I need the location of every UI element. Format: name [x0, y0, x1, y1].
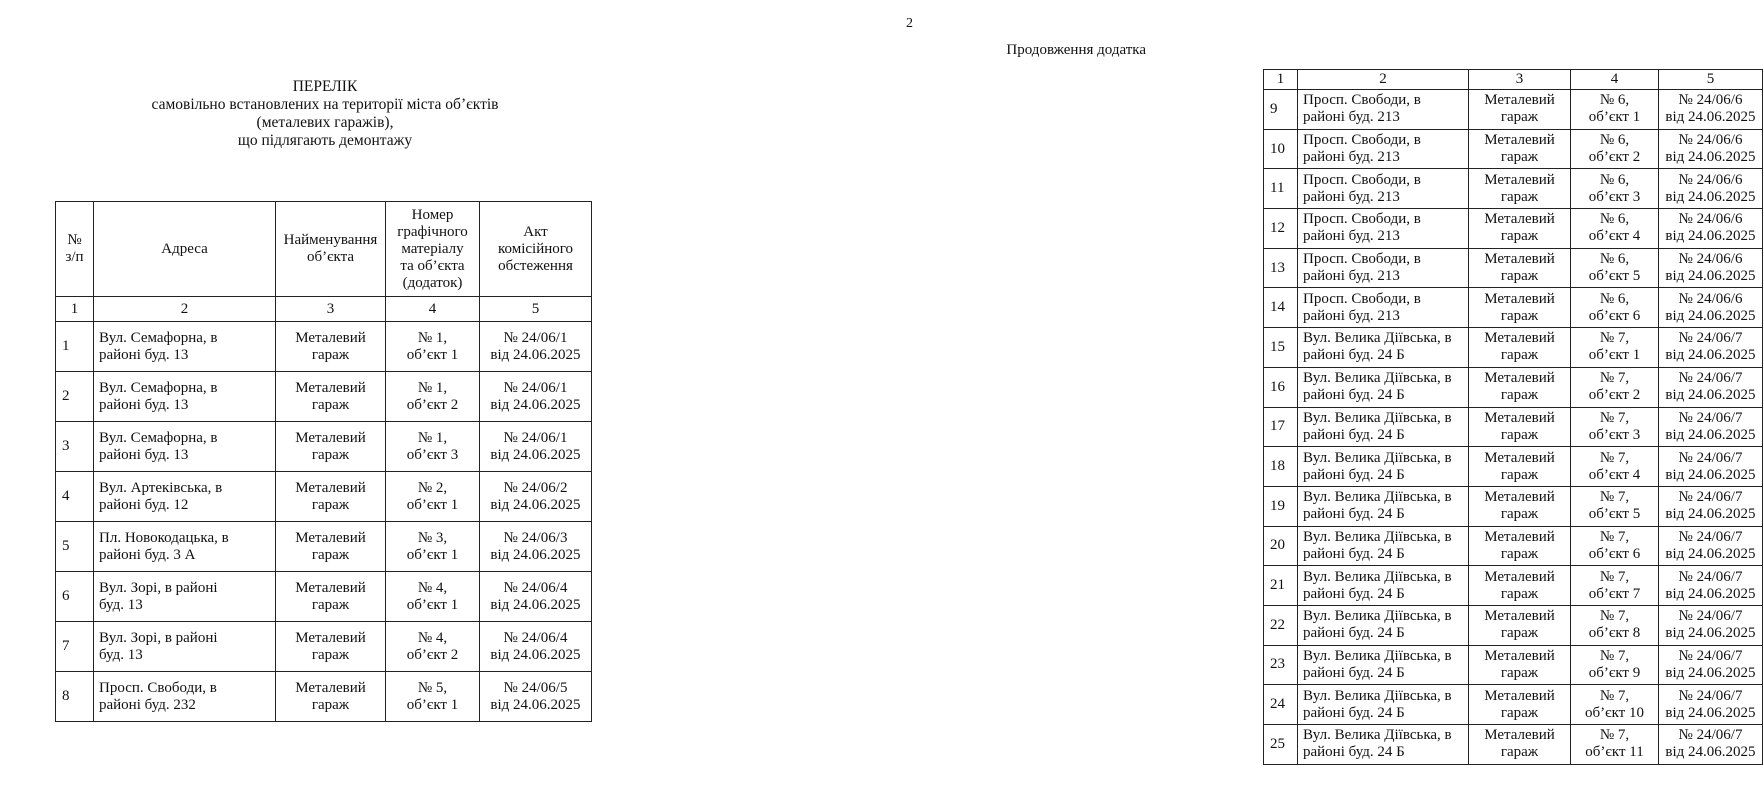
continuation-label: Продовження додатка — [1006, 42, 1146, 58]
row-address: Вул. Велика Діївська, в районі буд. 24 Б — [1298, 685, 1469, 725]
left-page — [0, 0, 600, 800]
row-number: 23 — [1264, 645, 1298, 685]
row-object-name: Металевий гараж — [1469, 169, 1571, 209]
row-address: Пл. Новокодацька, в районі буд. 3 А — [94, 522, 276, 572]
title-line: ПЕРЕЛІК — [292, 78, 358, 95]
garage-list-table — [55, 201, 592, 722]
row-inspection-act: № 24/06/7 від 24.06.2025 — [1659, 566, 1763, 606]
row-address: Вул. Велика Діївська, в районі буд. 24 Б — [1298, 605, 1469, 645]
row-graphic-material: № 6, об’єкт 2 — [1571, 129, 1659, 169]
row-graphic-material: № 6, об’єкт 4 — [1571, 209, 1659, 249]
right-page — [600, 0, 1756, 800]
row-object-name: Металевий гараж — [276, 472, 386, 522]
row-graphic-material: № 7, об’єкт 2 — [1571, 367, 1659, 407]
row-address: Просп. Свободи, в районі буд. 213 — [1298, 288, 1469, 328]
column-number: 4 — [1571, 70, 1659, 90]
row-inspection-act: № 24/06/7 від 24.06.2025 — [1659, 526, 1763, 566]
row-graphic-material: № 7, об’єкт 5 — [1571, 486, 1659, 526]
table-row — [56, 322, 592, 372]
row-address: Вул. Велика Діївська, в районі буд. 24 Б — [1298, 486, 1469, 526]
row-address: Просп. Свободи, в районі буд. 213 — [1298, 129, 1469, 169]
table-row — [56, 572, 592, 622]
row-graphic-material: № 7, об’єкт 1 — [1571, 328, 1659, 368]
table-row — [1264, 288, 1763, 328]
row-inspection-act: № 24/06/7 від 24.06.2025 — [1659, 645, 1763, 685]
row-graphic-material: № 6, об’єкт 5 — [1571, 248, 1659, 288]
row-inspection-act: № 24/06/3 від 24.06.2025 — [480, 522, 592, 572]
row-address: Вул. Велика Діївська, в районі буд. 24 Б — [1298, 566, 1469, 606]
row-graphic-material: № 7, об’єкт 8 — [1571, 605, 1659, 645]
table-row — [1264, 129, 1763, 169]
row-inspection-act: № 24/06/2 від 24.06.2025 — [480, 472, 592, 522]
title-line: що підлягають демонтажу — [237, 132, 413, 149]
row-address: Вул. Велика Діївська, в районі буд. 24 Б — [1298, 645, 1469, 685]
header-number: № з/п — [56, 202, 94, 297]
row-object-name: Металевий гараж — [1469, 367, 1571, 407]
row-graphic-material: № 7, об’єкт 7 — [1571, 566, 1659, 606]
row-number: 17 — [1264, 407, 1298, 447]
row-address: Вул. Велика Діївська, в районі буд. 24 Б — [1298, 407, 1469, 447]
row-graphic-material: № 2, об’єкт 1 — [386, 472, 480, 522]
row-address: Просп. Свободи, в районі буд. 213 — [1298, 90, 1469, 130]
row-inspection-act: № 24/06/6 від 24.06.2025 — [1659, 248, 1763, 288]
row-object-name: Металевий гараж — [276, 522, 386, 572]
title-line: самовільно встановлених на території міста об’єктів — [151, 96, 499, 113]
row-object-name: Металевий гараж — [1469, 90, 1571, 130]
column-number: 2 — [1298, 70, 1469, 90]
row-number: 5 — [56, 522, 94, 572]
row-number: 9 — [1264, 90, 1298, 130]
row-inspection-act: № 24/06/1 від 24.06.2025 — [480, 372, 592, 422]
row-inspection-act: № 24/06/6 від 24.06.2025 — [1659, 209, 1763, 249]
row-address: Вул. Семафорна, в районі буд. 13 — [94, 422, 276, 472]
header-row — [56, 202, 592, 297]
table-row — [56, 672, 592, 722]
table-row — [1264, 90, 1763, 130]
table-row — [56, 472, 592, 522]
table-row — [56, 522, 592, 572]
row-inspection-act: № 24/06/1 від 24.06.2025 — [480, 322, 592, 372]
row-number: 7 — [56, 622, 94, 672]
header-inspection-act: Акт комісійного обстеження — [480, 202, 592, 297]
row-number: 18 — [1264, 447, 1298, 487]
garage-list-body-continued — [1264, 70, 1763, 765]
row-graphic-material: № 1, об’єкт 1 — [386, 322, 480, 372]
row-graphic-material: № 1, об’єкт 3 — [386, 422, 480, 472]
table-row — [1264, 486, 1763, 526]
row-inspection-act: № 24/06/7 від 24.06.2025 — [1659, 725, 1763, 765]
row-object-name: Металевий гараж — [1469, 209, 1571, 249]
row-number: 2 — [56, 372, 94, 422]
row-address: Просп. Свободи, в районі буд. 213 — [1298, 169, 1469, 209]
row-graphic-material: № 7, об’єкт 10 — [1571, 685, 1659, 725]
column-number: 3 — [276, 297, 386, 322]
row-object-name: Металевий гараж — [1469, 447, 1571, 487]
row-number: 22 — [1264, 605, 1298, 645]
row-object-name: Металевий гараж — [276, 622, 386, 672]
row-object-name: Металевий гараж — [1469, 288, 1571, 328]
row-graphic-material: № 3, об’єкт 1 — [386, 522, 480, 572]
row-inspection-act: № 24/06/6 від 24.06.2025 — [1659, 90, 1763, 130]
row-inspection-act: № 24/06/7 від 24.06.2025 — [1659, 486, 1763, 526]
row-inspection-act: № 24/06/7 від 24.06.2025 — [1659, 447, 1763, 487]
row-number: 3 — [56, 422, 94, 472]
row-number: 12 — [1264, 209, 1298, 249]
table-row — [56, 372, 592, 422]
row-object-name: Металевий гараж — [1469, 605, 1571, 645]
row-object-name: Металевий гараж — [1469, 526, 1571, 566]
document-title — [60, 78, 590, 150]
table-row — [1264, 328, 1763, 368]
row-object-name: Металевий гараж — [276, 672, 386, 722]
table-row — [1264, 566, 1763, 606]
table-row — [1264, 526, 1763, 566]
column-number: 3 — [1469, 70, 1571, 90]
row-number: 19 — [1264, 486, 1298, 526]
row-inspection-act: № 24/06/7 від 24.06.2025 — [1659, 328, 1763, 368]
row-address: Вул. Велика Діївська, в районі буд. 24 Б — [1298, 526, 1469, 566]
table-row — [1264, 248, 1763, 288]
table-row — [56, 422, 592, 472]
row-address: Просп. Свободи, в районі буд. 232 — [94, 672, 276, 722]
page-number: 2 — [906, 16, 913, 31]
row-number: 11 — [1264, 169, 1298, 209]
row-address: Вул. Семафорна, в районі буд. 13 — [94, 372, 276, 422]
row-graphic-material: № 6, об’єкт 6 — [1571, 288, 1659, 328]
table-row — [1264, 645, 1763, 685]
table-row — [1264, 169, 1763, 209]
row-inspection-act: № 24/06/5 від 24.06.2025 — [480, 672, 592, 722]
row-inspection-act: № 24/06/7 від 24.06.2025 — [1659, 685, 1763, 725]
column-number-row — [1264, 70, 1763, 90]
row-graphic-material: № 7, об’єкт 9 — [1571, 645, 1659, 685]
row-graphic-material: № 4, об’єкт 1 — [386, 572, 480, 622]
row-number: 15 — [1264, 328, 1298, 368]
row-object-name: Металевий гараж — [276, 372, 386, 422]
header-graphic-material: Номер графічного матеріалу та об’єкта (додаток) — [386, 202, 480, 297]
row-inspection-act: № 24/06/7 від 24.06.2025 — [1659, 605, 1763, 645]
row-address: Вул. Велика Діївська, в районі буд. 24 Б — [1298, 328, 1469, 368]
row-object-name: Металевий гараж — [1469, 486, 1571, 526]
row-number: 21 — [1264, 566, 1298, 606]
table-row — [1264, 685, 1763, 725]
row-address: Вул. Зорі, в районі буд. 13 — [94, 572, 276, 622]
row-number: 8 — [56, 672, 94, 722]
row-number: 24 — [1264, 685, 1298, 725]
row-inspection-act: № 24/06/7 від 24.06.2025 — [1659, 367, 1763, 407]
header-address: Адреса — [94, 202, 276, 297]
row-graphic-material: № 1, об’єкт 2 — [386, 372, 480, 422]
table-row — [1264, 209, 1763, 249]
row-number: 1 — [56, 322, 94, 372]
table-row — [1264, 367, 1763, 407]
row-inspection-act: № 24/06/1 від 24.06.2025 — [480, 422, 592, 472]
column-number-row — [56, 297, 592, 322]
row-object-name: Металевий гараж — [1469, 328, 1571, 368]
row-number: 14 — [1264, 288, 1298, 328]
header-object-name: Найменування об’єкта — [276, 202, 386, 297]
row-address: Вул. Зорі, в районі буд. 13 — [94, 622, 276, 672]
row-object-name: Металевий гараж — [1469, 645, 1571, 685]
row-number: 10 — [1264, 129, 1298, 169]
row-address: Просп. Свободи, в районі буд. 213 — [1298, 248, 1469, 288]
row-object-name: Металевий гараж — [276, 322, 386, 372]
title-line: (металевих гаражів), — [256, 114, 394, 131]
row-graphic-material: № 5, об’єкт 1 — [386, 672, 480, 722]
garage-list-body — [56, 202, 592, 722]
row-number: 16 — [1264, 367, 1298, 407]
row-inspection-act: № 24/06/4 від 24.06.2025 — [480, 622, 592, 672]
row-object-name: Металевий гараж — [1469, 407, 1571, 447]
row-object-name: Металевий гараж — [1469, 685, 1571, 725]
row-graphic-material: № 7, об’єкт 6 — [1571, 526, 1659, 566]
row-inspection-act: № 24/06/6 від 24.06.2025 — [1659, 169, 1763, 209]
row-address: Вул. Артеківська, в районі буд. 12 — [94, 472, 276, 522]
column-number: 2 — [94, 297, 276, 322]
row-graphic-material: № 7, об’єкт 3 — [1571, 407, 1659, 447]
row-number: 25 — [1264, 725, 1298, 765]
row-graphic-material: № 4, об’єкт 2 — [386, 622, 480, 672]
row-address: Вул. Велика Діївська, в районі буд. 24 Б — [1298, 447, 1469, 487]
table-row — [1264, 605, 1763, 645]
row-graphic-material: № 7, об’єкт 11 — [1571, 725, 1659, 765]
row-object-name: Металевий гараж — [1469, 248, 1571, 288]
column-number: 5 — [480, 297, 592, 322]
table-row — [1264, 725, 1763, 765]
row-number: 20 — [1264, 526, 1298, 566]
row-number: 4 — [56, 472, 94, 522]
row-address: Вул. Семафорна, в районі буд. 13 — [94, 322, 276, 372]
row-address: Вул. Велика Діївська, в районі буд. 24 Б — [1298, 725, 1469, 765]
row-address: Просп. Свободи, в районі буд. 213 — [1298, 209, 1469, 249]
row-inspection-act: № 24/06/6 від 24.06.2025 — [1659, 288, 1763, 328]
row-address: Вул. Велика Діївська, в районі буд. 24 Б — [1298, 367, 1469, 407]
garage-list-table-continued — [1263, 69, 1763, 765]
table-row — [1264, 447, 1763, 487]
row-inspection-act: № 24/06/4 від 24.06.2025 — [480, 572, 592, 622]
row-inspection-act: № 24/06/6 від 24.06.2025 — [1659, 129, 1763, 169]
column-number: 1 — [1264, 70, 1298, 90]
table-row — [1264, 407, 1763, 447]
row-graphic-material: № 7, об’єкт 4 — [1571, 447, 1659, 487]
row-object-name: Металевий гараж — [1469, 129, 1571, 169]
row-object-name: Металевий гараж — [1469, 725, 1571, 765]
row-object-name: Металевий гараж — [276, 422, 386, 472]
column-number: 5 — [1659, 70, 1763, 90]
row-inspection-act: № 24/06/7 від 24.06.2025 — [1659, 407, 1763, 447]
table-row — [56, 622, 592, 672]
column-number: 4 — [386, 297, 480, 322]
row-object-name: Металевий гараж — [1469, 566, 1571, 606]
column-number: 1 — [56, 297, 94, 322]
row-object-name: Металевий гараж — [276, 572, 386, 622]
row-graphic-material: № 6, об’єкт 1 — [1571, 90, 1659, 130]
row-number: 13 — [1264, 248, 1298, 288]
row-graphic-material: № 6, об’єкт 3 — [1571, 169, 1659, 209]
row-number: 6 — [56, 572, 94, 622]
